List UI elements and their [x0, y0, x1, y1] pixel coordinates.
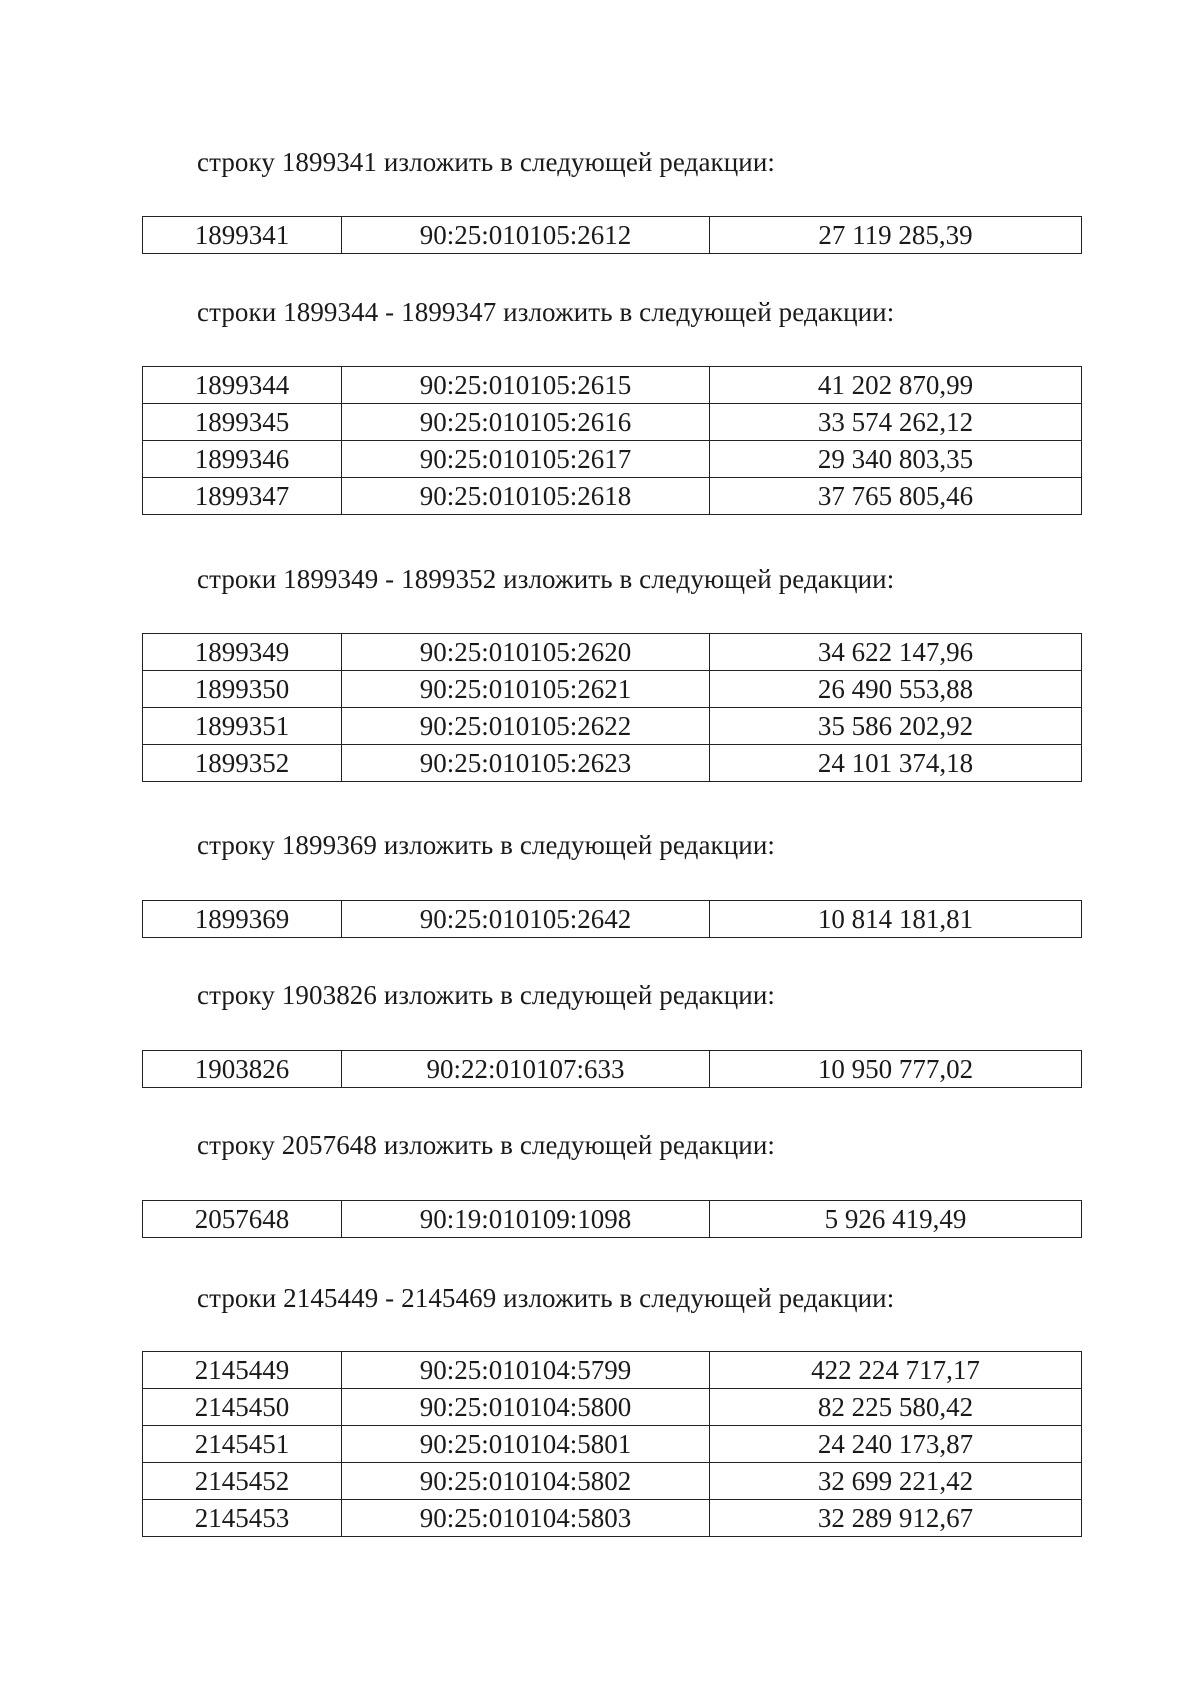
row-number-cell: 1899349 — [143, 634, 342, 671]
row-number-cell: 1899347 — [143, 478, 342, 515]
value-cell: 422 224 717,17 — [710, 1352, 1082, 1389]
cadastral-number-cell: 90:25:010105:2620 — [342, 634, 710, 671]
cadastral-number-cell: 90:22:010107:633 — [342, 1051, 710, 1088]
amendment-table — [142, 1050, 1082, 1088]
table-row — [143, 1426, 1082, 1463]
row-number-cell: 1899350 — [143, 671, 342, 708]
table-row — [143, 1500, 1082, 1537]
row-number-cell: 2145452 — [143, 1463, 342, 1500]
cadastral-number-cell: 90:25:010105:2622 — [342, 708, 710, 745]
cadastral-number-cell: 90:25:010105:2617 — [342, 441, 710, 478]
value-cell: 41 202 870,99 — [710, 367, 1082, 404]
row-number-cell: 2145453 — [143, 1500, 342, 1537]
cadastral-number-cell: 90:25:010105:2615 — [342, 367, 710, 404]
section-heading: строку 2057648 изложить в следующей редакции: — [197, 1130, 776, 1160]
table-row — [143, 367, 1082, 404]
cadastral-number-cell: 90:25:010105:2621 — [342, 671, 710, 708]
table-row — [143, 671, 1082, 708]
table-row — [143, 708, 1082, 745]
value-cell: 24 240 173,87 — [710, 1426, 1082, 1463]
section-heading: строки 1899344 - 1899347 изложить в следующей редакции: — [197, 297, 895, 327]
amendment-table — [142, 1200, 1082, 1238]
value-cell: 29 340 803,35 — [710, 441, 1082, 478]
value-cell: 37 765 805,46 — [710, 478, 1082, 515]
table-row — [143, 901, 1082, 938]
table-row — [143, 404, 1082, 441]
table-row — [143, 1389, 1082, 1426]
table-row — [143, 1352, 1082, 1389]
amendment-table — [142, 633, 1082, 782]
value-cell: 10 814 181,81 — [710, 901, 1082, 938]
amendment-table — [142, 216, 1082, 254]
section-heading: строки 2145449 - 2145469 изложить в следующей редакции: — [197, 1283, 895, 1313]
amendment-table — [142, 1351, 1082, 1537]
row-number-cell: 2145449 — [143, 1352, 342, 1389]
row-number-cell: 2145451 — [143, 1426, 342, 1463]
value-cell: 35 586 202,92 — [710, 708, 1082, 745]
section-heading: строку 1899369 изложить в следующей редакции: — [197, 830, 776, 860]
row-number-cell: 1899369 — [143, 901, 342, 938]
value-cell: 33 574 262,12 — [710, 404, 1082, 441]
cadastral-number-cell: 90:25:010105:2616 — [342, 404, 710, 441]
cadastral-number-cell: 90:25:010104:5799 — [342, 1352, 710, 1389]
value-cell: 26 490 553,88 — [710, 671, 1082, 708]
value-cell: 82 225 580,42 — [710, 1389, 1082, 1426]
cadastral-number-cell: 90:25:010104:5800 — [342, 1389, 710, 1426]
table-row — [143, 441, 1082, 478]
value-cell: 32 699 221,42 — [710, 1463, 1082, 1500]
section-heading: строки 1899349 - 1899352 изложить в следующей редакции: — [197, 564, 895, 594]
table-row — [143, 1201, 1082, 1238]
cadastral-number-cell: 90:25:010105:2642 — [342, 901, 710, 938]
table-row — [143, 1463, 1082, 1500]
row-number-cell: 2057648 — [143, 1201, 342, 1238]
value-cell: 27 119 285,39 — [710, 217, 1082, 254]
table-row — [143, 217, 1082, 254]
cadastral-number-cell: 90:25:010105:2623 — [342, 745, 710, 782]
cadastral-number-cell: 90:19:010109:1098 — [342, 1201, 710, 1238]
cadastral-number-cell: 90:25:010105:2618 — [342, 478, 710, 515]
value-cell: 32 289 912,67 — [710, 1500, 1082, 1537]
row-number-cell: 1899341 — [143, 217, 342, 254]
row-number-cell: 1899345 — [143, 404, 342, 441]
amendment-table — [142, 900, 1082, 938]
section-heading: строку 1903826 изложить в следующей редакции: — [197, 980, 776, 1010]
value-cell: 24 101 374,18 — [710, 745, 1082, 782]
row-number-cell: 2145450 — [143, 1389, 342, 1426]
row-number-cell: 1899344 — [143, 367, 342, 404]
cadastral-number-cell: 90:25:010104:5802 — [342, 1463, 710, 1500]
cadastral-number-cell: 90:25:010105:2612 — [342, 217, 710, 254]
amendment-table — [142, 366, 1082, 515]
value-cell: 34 622 147,96 — [710, 634, 1082, 671]
row-number-cell: 1899346 — [143, 441, 342, 478]
table-row — [143, 478, 1082, 515]
value-cell: 10 950 777,02 — [710, 1051, 1082, 1088]
table-row — [143, 1051, 1082, 1088]
table-row — [143, 745, 1082, 782]
cadastral-number-cell: 90:25:010104:5803 — [342, 1500, 710, 1537]
row-number-cell: 1903826 — [143, 1051, 342, 1088]
cadastral-number-cell: 90:25:010104:5801 — [342, 1426, 710, 1463]
table-row — [143, 634, 1082, 671]
row-number-cell: 1899351 — [143, 708, 342, 745]
row-number-cell: 1899352 — [143, 745, 342, 782]
section-heading: строку 1899341 изложить в следующей редакции: — [197, 147, 776, 177]
value-cell: 5 926 419,49 — [710, 1201, 1082, 1238]
